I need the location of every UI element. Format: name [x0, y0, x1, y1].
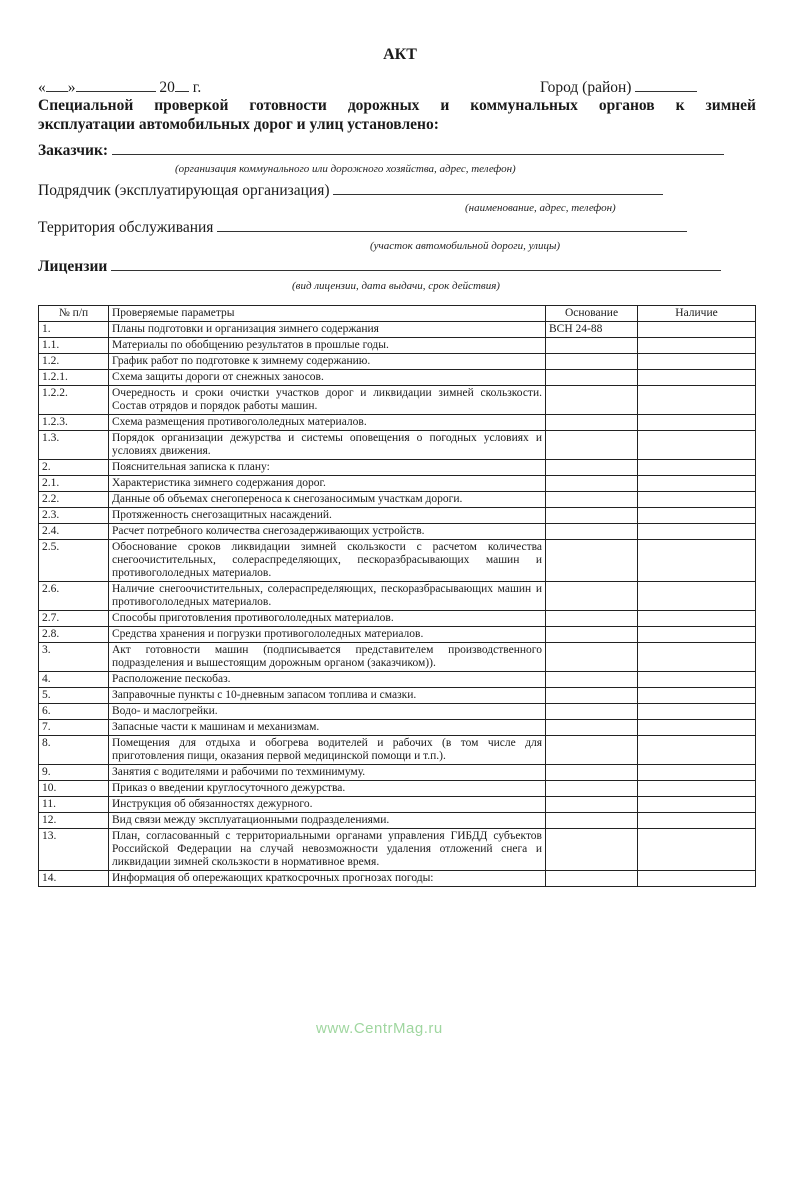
- table-row: [39, 582, 756, 611]
- row-parameter: Приказ о введении круглосуточного дежурства.: [109, 781, 546, 797]
- month-blank: [76, 79, 156, 92]
- table-row: [39, 540, 756, 582]
- row-presence-cell[interactable]: [638, 736, 756, 765]
- table-row: [39, 765, 756, 781]
- row-number: 2.8.: [39, 627, 109, 643]
- row-presence-cell[interactable]: [638, 672, 756, 688]
- row-basis: [546, 354, 638, 370]
- table-row: [39, 415, 756, 431]
- table-row: [39, 688, 756, 704]
- row-presence-cell[interactable]: [638, 611, 756, 627]
- table-row: [39, 524, 756, 540]
- row-parameter: Инструкция об обязанностях дежурного.: [109, 797, 546, 813]
- city-line: [540, 79, 697, 97]
- row-presence-cell[interactable]: [638, 460, 756, 476]
- row-number: 2.1.: [39, 476, 109, 492]
- intro-line-1: Специальной проверкой готовности дорожных и коммунальных органов к зимней: [38, 97, 756, 114]
- table-row: [39, 672, 756, 688]
- licenses-line: [38, 258, 721, 276]
- table-row: [39, 871, 756, 887]
- date-line: « » 20 г.: [38, 79, 202, 96]
- row-number: 1.: [39, 322, 109, 338]
- city-label: Город (район): [540, 79, 632, 96]
- row-parameter: Вид связи между эксплуатационными подразделениями.: [109, 813, 546, 829]
- row-number: 3.: [39, 643, 109, 672]
- row-presence-cell[interactable]: [638, 431, 756, 460]
- row-basis: [546, 508, 638, 524]
- row-number: 9.: [39, 765, 109, 781]
- row-presence-cell[interactable]: [638, 492, 756, 508]
- row-presence-cell[interactable]: [638, 508, 756, 524]
- row-parameter: График работ по подготовке к зимнему содержанию.: [109, 354, 546, 370]
- intro-line-2: эксплуатации автомобильных дорог и улиц установлено:: [38, 116, 439, 133]
- row-basis: [546, 829, 638, 871]
- row-presence-cell[interactable]: [638, 627, 756, 643]
- row-presence-cell[interactable]: [638, 829, 756, 871]
- row-basis: [546, 582, 638, 611]
- row-basis: [546, 672, 638, 688]
- row-presence-cell[interactable]: [638, 415, 756, 431]
- row-number: 4.: [39, 672, 109, 688]
- table-row: [39, 829, 756, 871]
- row-number: 1.3.: [39, 431, 109, 460]
- row-number: 6.: [39, 704, 109, 720]
- table-row: [39, 370, 756, 386]
- row-basis: [546, 338, 638, 354]
- row-basis: [546, 524, 638, 540]
- row-parameter: Пояснительная записка к плану:: [109, 460, 546, 476]
- row-basis: [546, 781, 638, 797]
- table-row: [39, 797, 756, 813]
- row-parameter: Средства хранения и погрузки противогололедных материалов.: [109, 627, 546, 643]
- table-row: [39, 386, 756, 415]
- row-number: 2.6.: [39, 582, 109, 611]
- row-presence-cell[interactable]: [638, 643, 756, 672]
- row-parameter: Водо- и маслогрейки.: [109, 704, 546, 720]
- row-number: 1.2.3.: [39, 415, 109, 431]
- table-row: [39, 492, 756, 508]
- row-presence-cell[interactable]: [638, 688, 756, 704]
- row-basis: [546, 736, 638, 765]
- row-presence-cell[interactable]: [638, 704, 756, 720]
- row-presence-cell[interactable]: [638, 781, 756, 797]
- year-blank: [175, 79, 189, 92]
- row-number: 2.3.: [39, 508, 109, 524]
- row-number: 13.: [39, 829, 109, 871]
- row-basis: [546, 643, 638, 672]
- row-parameter: Данные об объемах снегопереноса к снегозаносимым участкам дороги.: [109, 492, 546, 508]
- row-number: 5.: [39, 688, 109, 704]
- row-parameter: Порядок организации дежурства и системы оповещения о погодных условиях и условиях движения.: [109, 431, 546, 460]
- table-row: [39, 508, 756, 524]
- row-number: 2.: [39, 460, 109, 476]
- row-parameter: Запасные части к машинам и механизмам.: [109, 720, 546, 736]
- row-number: 14.: [39, 871, 109, 887]
- row-number: 2.7.: [39, 611, 109, 627]
- territory-hint: (участок автомобильной дороги, улицы): [370, 240, 561, 252]
- year-suffix: г.: [192, 79, 202, 96]
- row-presence-cell[interactable]: [638, 720, 756, 736]
- row-parameter: Наличие снегоочистительных, солераспределяющих, пескоразбрасывающих машин и противогололедных материалов.: [109, 582, 546, 611]
- table-row: [39, 354, 756, 370]
- row-presence-cell[interactable]: [638, 765, 756, 781]
- row-number: 7.: [39, 720, 109, 736]
- table-row: [39, 704, 756, 720]
- inspection-table: [38, 305, 756, 887]
- row-basis: [546, 797, 638, 813]
- city-blank: [635, 79, 697, 92]
- row-presence-cell[interactable]: [638, 813, 756, 829]
- table-row: [39, 322, 756, 338]
- row-basis: [546, 813, 638, 829]
- table-row: [39, 476, 756, 492]
- customer-hint: (организация коммунального или дорожного хозяйства, адрес, телефон): [175, 163, 516, 175]
- table-row: [39, 611, 756, 627]
- contractor-hint: (наименование, адрес, телефон): [465, 202, 616, 214]
- table-header-row: [39, 306, 756, 322]
- row-presence-cell[interactable]: [638, 540, 756, 582]
- row-basis: [546, 386, 638, 415]
- table-row: [39, 720, 756, 736]
- day-blank: [46, 79, 68, 92]
- row-number: 12.: [39, 813, 109, 829]
- row-number: 8.: [39, 736, 109, 765]
- territory-blank: [217, 219, 687, 232]
- licenses-label: Лицензии: [38, 258, 108, 275]
- row-number: 1.1.: [39, 338, 109, 354]
- row-parameter: Очередность и сроки очистки участков дорог и ликвидации зимней скользкости. Состав отрядов и порядок работы машин.: [109, 386, 546, 415]
- customer-label: Заказчик:: [38, 142, 109, 159]
- licenses-hint: (вид лицензии, дата выдачи, срок действия): [292, 280, 500, 292]
- table-row: [39, 736, 756, 765]
- row-parameter: Протяженность снегозащитных насаждений.: [109, 508, 546, 524]
- row-presence-cell[interactable]: [638, 797, 756, 813]
- row-presence-cell[interactable]: [638, 582, 756, 611]
- row-number: 2.2.: [39, 492, 109, 508]
- row-number: 1.2.1.: [39, 370, 109, 386]
- table-body: [39, 322, 756, 887]
- licenses-blank: [111, 258, 721, 271]
- row-number: 10.: [39, 781, 109, 797]
- year-prefix: 20: [159, 79, 175, 96]
- row-presence-cell[interactable]: [638, 322, 756, 338]
- intro-text: [38, 96, 756, 134]
- row-parameter: Расчет потребного количества снегозадерживающих устройств.: [109, 524, 546, 540]
- table-row: [39, 460, 756, 476]
- row-basis: [546, 492, 638, 508]
- header-parameters: Проверяемые параметры: [109, 306, 546, 322]
- row-parameter: План, согласованный с территориальными органами управления ГИБДД субъектов Российской Федерации на случай невозможности удаления отложений снега и ликвидации зимней скользкости в нормативное время.: [109, 829, 546, 871]
- row-number: 1.2.: [39, 354, 109, 370]
- row-basis: [546, 370, 638, 386]
- customer-blank: [112, 142, 724, 155]
- row-presence-cell[interactable]: [638, 354, 756, 370]
- customer-line: [38, 142, 724, 160]
- table-row: [39, 431, 756, 460]
- row-parameter: Расположение пескобаз.: [109, 672, 546, 688]
- row-parameter: Схема размещения противогололедных материалов.: [109, 415, 546, 431]
- row-parameter: Характеристика зимнего содержания дорог.: [109, 476, 546, 492]
- watermark: www.CentrMag.ru: [316, 1020, 443, 1037]
- row-presence-cell[interactable]: [638, 338, 756, 354]
- table-row: [39, 781, 756, 797]
- row-basis: [546, 460, 638, 476]
- row-parameter: Планы подготовки и организация зимнего содержания: [109, 322, 546, 338]
- contractor-line: [38, 182, 663, 200]
- row-number: 2.5.: [39, 540, 109, 582]
- row-basis: [546, 720, 638, 736]
- row-parameter: Схема защиты дороги от снежных заносов.: [109, 370, 546, 386]
- row-number: 1.2.2.: [39, 386, 109, 415]
- row-parameter: Акт готовности машин (подписывается представителем производственного подразделения и вышестоящим дорожным органом (заказчиком)).: [109, 643, 546, 672]
- row-parameter: Занятия с водителями и рабочими по техминимуму.: [109, 765, 546, 781]
- row-basis: [546, 765, 638, 781]
- row-basis: [546, 611, 638, 627]
- row-number: 11.: [39, 797, 109, 813]
- row-parameter: Способы приготовления противогололедных материалов.: [109, 611, 546, 627]
- row-basis: [546, 704, 638, 720]
- table-row: [39, 643, 756, 672]
- row-basis: [546, 540, 638, 582]
- row-parameter: Обоснование сроков ликвидации зимней скользкости с расчетом количества снегоочистительных, солераспределяющих, пескоразбрасывающих машин и противогололедных материалов.: [109, 540, 546, 582]
- row-presence-cell[interactable]: [638, 476, 756, 492]
- row-presence-cell[interactable]: [638, 386, 756, 415]
- row-presence-cell[interactable]: [638, 524, 756, 540]
- row-basis: [546, 688, 638, 704]
- table-row: [39, 338, 756, 354]
- row-number: 2.4.: [39, 524, 109, 540]
- row-presence-cell[interactable]: [638, 370, 756, 386]
- row-basis: [546, 871, 638, 887]
- row-basis: [546, 431, 638, 460]
- row-parameter: Заправочные пункты с 10-дневным запасом топлива и смазки.: [109, 688, 546, 704]
- header-basis: Основание: [546, 306, 638, 322]
- row-basis: [546, 476, 638, 492]
- row-basis: ВСН 24-88: [546, 322, 638, 338]
- row-parameter: Материалы по обобщению результатов в прошлые годы.: [109, 338, 546, 354]
- table-row: [39, 627, 756, 643]
- row-basis: [546, 627, 638, 643]
- territory-line: [38, 219, 687, 237]
- territory-label: Территория обслуживания: [38, 219, 214, 236]
- table-row: [39, 813, 756, 829]
- row-presence-cell[interactable]: [638, 871, 756, 887]
- row-parameter: Помещения для отдыха и обогрева водителей и рабочих (в том числе для приготовления пищи, оказания первой медицинской помощи и т.п.).: [109, 736, 546, 765]
- header-presence: Наличие: [638, 306, 756, 322]
- row-parameter: Информация об опережающих краткосрочных прогнозах погоды:: [109, 871, 546, 887]
- row-basis: [546, 415, 638, 431]
- document-title: АКТ: [383, 46, 417, 63]
- header-number: № п/п: [39, 306, 109, 322]
- contractor-blank: [333, 182, 663, 195]
- contractor-label: Подрядчик (эксплуатирующая организация): [38, 182, 330, 199]
